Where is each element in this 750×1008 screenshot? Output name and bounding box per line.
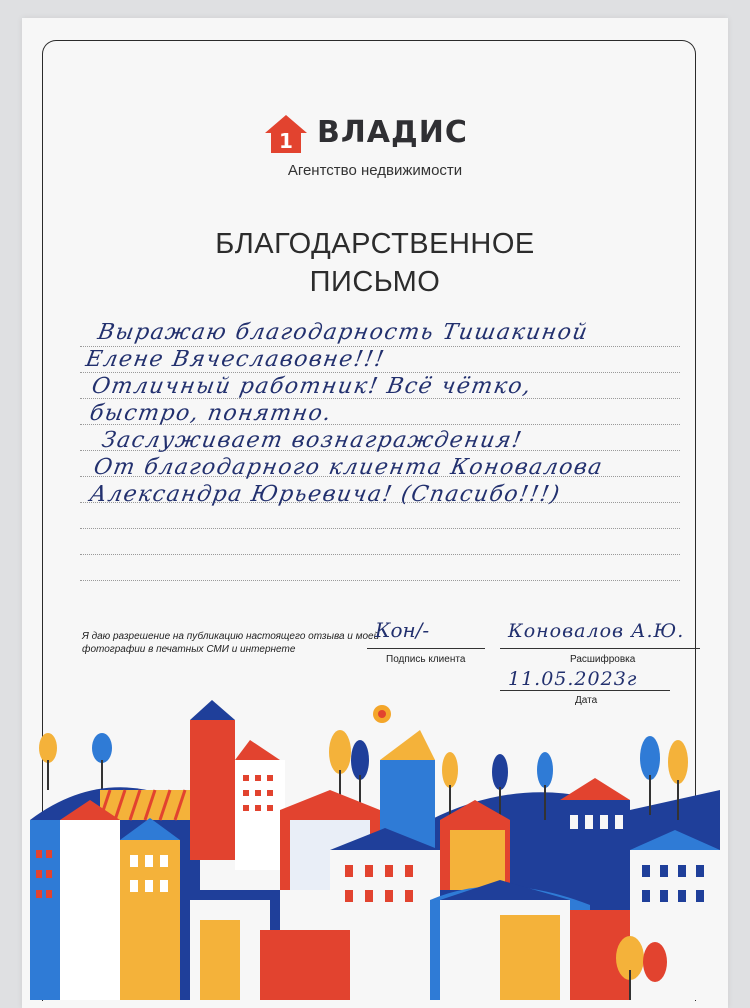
svg-text:1: 1	[279, 129, 293, 153]
letter-line: Заслуживает вознаграждения!	[99, 428, 525, 453]
decoding-caption: Расшифровка	[570, 654, 636, 665]
ruled-line	[80, 558, 680, 581]
date-caption: Дата	[575, 695, 598, 706]
letter-line: Отличный работник! Всё чётко,	[89, 374, 534, 399]
letter-line: Александра Юрьевича! (Спасибо!!!)	[87, 482, 563, 507]
client-signature: Кон/-	[375, 618, 430, 642]
signature-line	[367, 648, 485, 649]
date-line	[500, 690, 670, 691]
ruled-line	[80, 506, 680, 529]
page-title: БЛАГОДАРСТВЕННОЕ	[215, 228, 535, 260]
brand-subtitle: Агентство недвижимости	[287, 162, 463, 179]
letter-line: Елене Вячеславовне!!!	[83, 347, 388, 372]
letter-line: быстро, понятно.	[87, 401, 335, 426]
brand-name: ВЛАДИС	[317, 115, 468, 150]
date-value: 11.05.2023г	[508, 668, 638, 690]
signature-caption: Подпись клиента	[386, 654, 466, 665]
house-key-icon	[263, 113, 309, 155]
decoding-value: Коновалов А.Ю.	[508, 620, 685, 642]
letter-line: От благодарного клиента Коновалова	[91, 455, 606, 480]
ruled-line	[80, 532, 680, 555]
decoding-line	[500, 648, 700, 649]
city-illustration	[30, 700, 720, 1000]
letter-line: Выражаю благодарность Тишакиной	[95, 320, 591, 345]
consent-text: Я даю разрешение на публикацию настоящего отзыва и моей фотографии в печатных СМИ и интернете	[82, 631, 380, 655]
page-title-line2: ПИСЬМО	[309, 266, 441, 298]
